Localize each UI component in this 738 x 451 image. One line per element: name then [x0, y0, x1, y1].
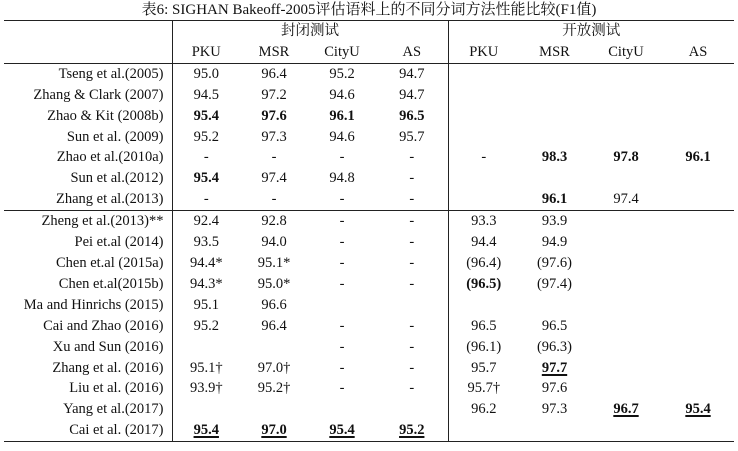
score-cell: 94.4*: [189, 254, 223, 271]
results-table: [4, 20, 734, 442]
open-test-header: 开放测试: [448, 21, 734, 42]
score-cell: [448, 63, 519, 84]
score-cell: [590, 337, 662, 358]
score-cell: 92.4: [172, 211, 240, 232]
table-row: [4, 399, 734, 420]
score-cell: [240, 399, 308, 420]
score-cell: 93.3: [448, 211, 519, 232]
corner-cell: [4, 21, 172, 42]
table-row: [4, 106, 734, 127]
score-cell: 94.8: [329, 170, 355, 187]
score-cell: 93.9†: [189, 380, 223, 397]
table-row: [4, 147, 734, 168]
score-cell: 96.1: [685, 149, 711, 166]
score-cell: -: [339, 149, 345, 166]
score-cell: 93.5: [193, 234, 219, 251]
table-row: [4, 127, 734, 148]
method-name: Zheng et al.(2013)**: [4, 211, 172, 232]
score-cell: -: [376, 358, 448, 379]
score-cell: 97.0†: [257, 359, 291, 376]
method-name: Zhang et al.(2013): [4, 189, 172, 210]
score-cell: [590, 253, 662, 274]
score-cell: [448, 106, 519, 127]
score-cell: [376, 399, 448, 420]
table-row: [4, 358, 734, 379]
score-cell: -: [339, 380, 345, 397]
method-name: Xu and Sun (2016): [4, 337, 172, 358]
score-cell: 94.7: [376, 63, 448, 84]
score-cell: 96.5: [376, 106, 448, 127]
score-cell: [448, 168, 519, 189]
score-cell: -: [376, 211, 448, 232]
score-cell: [172, 399, 240, 420]
score-cell: [590, 211, 662, 232]
score-cell: 95.7: [376, 127, 448, 148]
group-header-row: [4, 21, 734, 42]
score-cell: [519, 85, 590, 106]
score-cell: [448, 85, 519, 106]
method-name: Cai and Zhao (2016): [4, 316, 172, 337]
method-name: Yang et al.(2017): [4, 399, 172, 420]
score-cell: -: [271, 191, 277, 208]
score-cell: [519, 420, 590, 441]
score-cell: [308, 295, 376, 316]
col-header-open-pku: PKU: [469, 43, 499, 60]
col-header-closed-msr: MSR: [258, 43, 290, 60]
method-name: Cai et al. (2017): [4, 420, 172, 441]
col-header-closed-as: AS: [376, 42, 448, 63]
table-row: [4, 316, 734, 337]
score-cell: 94.5: [193, 86, 219, 103]
score-cell: 96.6: [261, 296, 287, 313]
score-cell: [662, 85, 734, 106]
score-cell: [519, 295, 590, 316]
col-header-closed-pku: PKU: [191, 43, 221, 60]
table-row: [4, 378, 734, 399]
score-cell: 95.7†: [467, 380, 501, 397]
method-name: Liu et al. (2016): [4, 378, 172, 399]
score-cell: 96.2: [471, 401, 497, 418]
score-cell: 94.3*: [189, 275, 223, 292]
score-cell: 94.9: [541, 234, 568, 251]
score-cell: -: [339, 275, 345, 292]
table-row: [4, 295, 734, 316]
score-cell: 95.4: [308, 420, 376, 441]
score-cell: [590, 316, 662, 337]
table-body: [4, 63, 734, 441]
score-cell: 95.4: [685, 401, 711, 418]
table-row: [4, 420, 734, 441]
score-cell: 95.4: [193, 107, 219, 124]
score-cell: 97.2: [261, 86, 287, 103]
table-row: [4, 232, 734, 253]
score-cell: 96.4: [240, 63, 308, 84]
score-cell: -: [339, 254, 345, 271]
score-cell: 95.7: [471, 359, 497, 376]
score-cell: [662, 358, 734, 379]
method-name: Chen et.al(2015b): [4, 274, 172, 295]
score-cell: 95.0*: [257, 275, 291, 292]
score-cell: [590, 168, 662, 189]
score-cell: 96.7: [613, 401, 639, 418]
score-cell: [448, 295, 519, 316]
table-row: [4, 189, 734, 210]
score-cell: -: [376, 253, 448, 274]
score-cell: 96.5: [541, 317, 568, 334]
score-cell: 96.1: [329, 107, 355, 124]
method-name: Sun et al.(2012): [4, 168, 172, 189]
score-cell: [519, 168, 590, 189]
score-cell: [590, 127, 662, 148]
score-cell: [590, 85, 662, 106]
score-cell: (96.1): [466, 338, 502, 355]
score-cell: 97.0: [240, 420, 308, 441]
score-cell: -: [376, 147, 448, 168]
score-cell: 95.2: [193, 128, 219, 145]
score-cell: [519, 63, 590, 84]
method-name: Ma and Hinrichs (2015): [4, 295, 172, 316]
table-row: [4, 253, 734, 274]
table-row: [4, 337, 734, 358]
score-cell: [590, 106, 662, 127]
score-cell: [662, 253, 734, 274]
score-cell: -: [376, 316, 448, 337]
score-cell: -: [376, 168, 448, 189]
table-row: [4, 168, 734, 189]
col-header-closed-cityu: CityU: [324, 43, 360, 60]
col-header-open-cityu: CityU: [608, 43, 644, 60]
score-cell: [662, 106, 734, 127]
score-cell: -: [339, 317, 345, 334]
score-cell: [519, 127, 590, 148]
score-cell: 97.3: [261, 128, 287, 145]
score-cell: [662, 189, 734, 210]
score-cell: 94.6: [329, 128, 355, 145]
score-cell: (96.3): [536, 338, 573, 355]
score-cell: [590, 358, 662, 379]
score-cell: 92.8: [240, 211, 308, 232]
score-cell: 95.0: [172, 63, 240, 84]
score-cell: [662, 63, 734, 84]
score-cell: -: [339, 234, 345, 251]
score-cell: -: [271, 149, 277, 166]
method-name: Zhao & Kit (2008b): [4, 106, 172, 127]
score-cell: 98.3: [541, 149, 568, 166]
score-cell: [308, 399, 376, 420]
method-name: Sun et al. (2009): [4, 127, 172, 148]
method-name: Chen et.al (2015a): [4, 253, 172, 274]
score-cell: -: [376, 337, 448, 358]
column-header-row: [4, 42, 734, 63]
score-cell: -: [339, 191, 345, 208]
method-name: Pei et.al (2014): [4, 232, 172, 253]
score-cell: [172, 337, 240, 358]
score-cell: [519, 106, 590, 127]
score-cell: 94.7: [376, 85, 448, 106]
score-cell: [590, 274, 662, 295]
score-cell: 95.2: [376, 420, 448, 441]
score-cell: 97.4: [613, 191, 639, 208]
corner-cell: [4, 42, 172, 63]
score-cell: (97.6): [536, 254, 573, 271]
score-cell: 96.4: [261, 317, 287, 334]
score-cell: -: [376, 232, 448, 253]
score-cell: (96.4): [466, 254, 502, 271]
table-caption: 表6: SIGHAN Bakeoff-2005评估语料上的不同分词方法性能比较(F1值): [141, 2, 597, 18]
score-cell: [662, 232, 734, 253]
score-cell: [662, 211, 734, 232]
method-name: Zhang & Clark (2007): [4, 85, 172, 106]
score-cell: [448, 420, 519, 441]
score-cell: 97.6: [261, 107, 287, 124]
score-cell: [662, 337, 734, 358]
score-cell: [662, 127, 734, 148]
score-cell: 95.2†: [257, 380, 291, 397]
score-cell: [590, 232, 662, 253]
score-cell: -: [481, 149, 487, 166]
col-header-open-msr: MSR: [539, 43, 570, 60]
method-name: Tseng et al.(2005): [4, 63, 172, 84]
table-row: [4, 63, 734, 84]
score-cell: -: [308, 211, 376, 232]
score-cell: 95.4: [172, 420, 240, 441]
score-cell: 96.1: [541, 191, 568, 208]
table-row: [4, 274, 734, 295]
score-cell: (96.5): [466, 275, 502, 292]
col-header-open-as: AS: [688, 43, 708, 60]
score-cell: [590, 378, 662, 399]
score-cell: 95.2: [308, 63, 376, 84]
score-cell: (97.4): [536, 275, 573, 292]
score-cell: 95.2: [193, 317, 219, 334]
score-cell: 94.4: [471, 234, 497, 251]
score-cell: -: [203, 191, 209, 208]
score-cell: [662, 316, 734, 337]
closed-test-header: 封闭测试: [172, 21, 448, 42]
score-cell: [448, 127, 519, 148]
score-cell: [662, 168, 734, 189]
score-cell: 95.4: [193, 170, 219, 187]
score-cell: [662, 274, 734, 295]
score-cell: 95.1: [193, 296, 219, 313]
score-cell: [590, 295, 662, 316]
score-cell: 94.0: [261, 234, 287, 251]
score-cell: [448, 189, 519, 210]
score-cell: -: [376, 189, 448, 210]
score-cell: 94.6: [329, 86, 355, 103]
table-row: [4, 85, 734, 106]
table-row: [4, 211, 734, 232]
score-cell: 97.7: [541, 359, 568, 376]
score-cell: 96.5: [471, 317, 497, 334]
method-name: Zhang et al. (2016): [4, 358, 172, 379]
score-cell: 93.9: [519, 211, 590, 232]
score-cell: 97.4: [261, 170, 287, 187]
score-cell: [662, 295, 734, 316]
score-cell: [662, 378, 734, 399]
score-cell: -: [376, 274, 448, 295]
score-cell: 97.3: [541, 401, 568, 418]
score-cell: [590, 420, 662, 441]
score-cell: -: [376, 378, 448, 399]
method-name: Zhao et al.(2010a): [4, 147, 172, 168]
score-cell: -: [203, 149, 209, 166]
score-cell: 95.1*: [257, 254, 291, 271]
score-cell: [376, 295, 448, 316]
score-cell: [662, 420, 734, 441]
score-cell: 95.1†: [189, 359, 223, 376]
score-cell: 97.6: [541, 380, 568, 397]
score-cell: -: [339, 359, 345, 376]
score-cell: [590, 63, 662, 84]
score-cell: [240, 337, 308, 358]
score-cell: 97.8: [613, 149, 639, 166]
score-cell: -: [339, 338, 345, 355]
